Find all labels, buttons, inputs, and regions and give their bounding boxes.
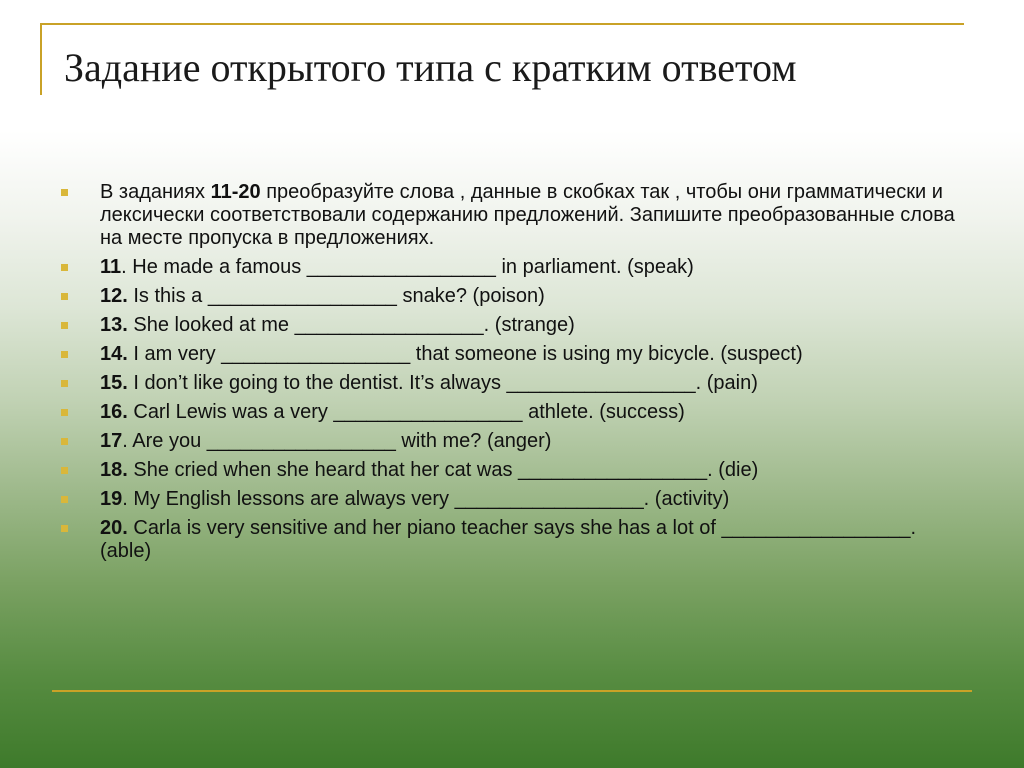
- task-number: 11: [100, 256, 122, 278]
- task-number: 17: [100, 430, 123, 452]
- square-bullet-icon: [61, 525, 68, 532]
- task-item-15: [60, 372, 960, 395]
- task-number: 20.: [100, 517, 128, 539]
- square-bullet-icon: [61, 264, 68, 271]
- frame-left-line: [40, 23, 42, 95]
- square-bullet-icon: [61, 496, 68, 503]
- square-bullet-icon: [61, 322, 68, 329]
- task-number: 16.: [100, 401, 128, 423]
- task-item-13: [60, 314, 960, 337]
- task-number: 14.: [100, 343, 128, 365]
- task-item-16: [60, 401, 960, 424]
- task-text: . Are you _________________ with me? (anger): [122, 430, 552, 452]
- task-number: 18.: [100, 459, 128, 481]
- task-text: Carl Lewis was a very _________________ athlete. (success): [127, 401, 685, 423]
- task-item-12: [60, 285, 960, 308]
- square-bullet-icon: [61, 467, 68, 474]
- task-text: . My English lessons are always very _________________. (activity): [122, 488, 730, 510]
- task-text: I am very _________________ that someone is using my bicycle. (suspect): [127, 343, 803, 365]
- task-item-19: [60, 488, 960, 511]
- square-bullet-icon: [61, 409, 68, 416]
- intro-range: 11-20: [210, 181, 261, 203]
- task-text: I don’t like going to the dentist. It’s always _________________. (pain): [127, 372, 758, 394]
- square-bullet-icon: [61, 189, 68, 196]
- task-number: 12.: [100, 285, 128, 307]
- task-text: Carla is very sensitive and her piano teacher says she has a lot of _________________. (able): [100, 517, 917, 562]
- task-item-18: [60, 459, 960, 482]
- square-bullet-icon: [61, 293, 68, 300]
- square-bullet-icon: [61, 351, 68, 358]
- intro-item: [60, 181, 960, 250]
- task-list: [60, 181, 960, 569]
- task-number: 13.: [100, 314, 128, 336]
- slide-title: Задание открытого типа с кратким ответом: [64, 45, 797, 90]
- intro-text-after: преобразуйте слова , данные в скобках так , чтобы они грамматически и лексически соответствовали содержанию предложений. Запишите преобразованные слова на месте пропуска в предложениях.: [100, 181, 955, 249]
- frame-bottom-line: [52, 690, 972, 692]
- task-number: 15.: [100, 372, 128, 394]
- task-text: Is this a _________________ snake? (poison): [127, 285, 545, 307]
- intro-text-before: В заданиях: [100, 181, 211, 203]
- task-item-11: [60, 256, 960, 279]
- task-number: 19: [100, 488, 123, 510]
- task-item-14: [60, 343, 960, 366]
- task-text: . He made a famous _________________ in parliament. (speak): [121, 256, 694, 278]
- square-bullet-icon: [61, 438, 68, 445]
- task-text: She looked at me _________________. (strange): [127, 314, 575, 336]
- task-text: She cried when she heard that her cat was _________________. (die): [127, 459, 759, 481]
- task-item-20: [60, 517, 960, 563]
- square-bullet-icon: [61, 380, 68, 387]
- frame-top-line: [40, 23, 964, 25]
- task-item-17: [60, 430, 960, 453]
